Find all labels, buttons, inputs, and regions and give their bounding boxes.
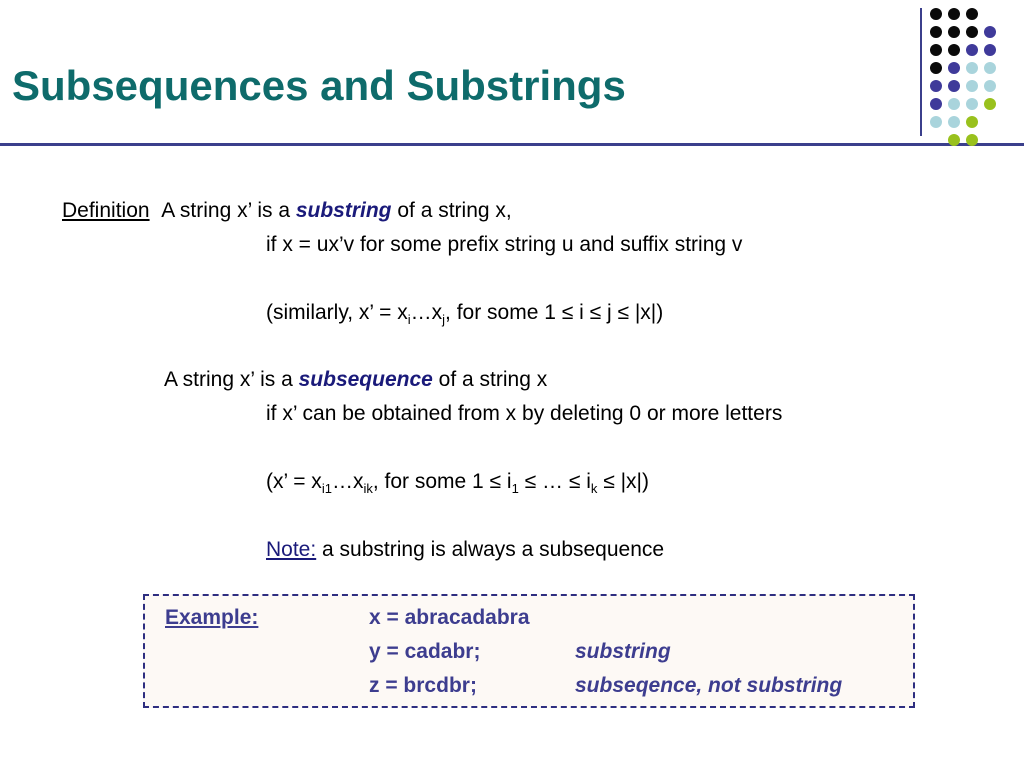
decoration-dot xyxy=(966,116,978,128)
substring-similarly xyxy=(266,300,663,326)
formula-text-e: ≤ |x|) xyxy=(597,470,649,493)
example-x-line: x = abracadabra xyxy=(369,606,530,629)
substring-condition: if x = ux’v for some prefix string u and suffix string v xyxy=(266,233,743,256)
decoration-dot xyxy=(930,26,942,38)
formula-text-a: (x’ = x xyxy=(266,470,322,493)
decoration-dot xyxy=(930,62,942,74)
formula-sub-1: 1 xyxy=(511,481,519,497)
decoration-dot xyxy=(966,80,978,92)
note-label: Note: xyxy=(266,538,317,561)
decoration-dot xyxy=(984,80,996,92)
subsequence-post: of a string x xyxy=(432,368,548,391)
example-y-line: y = cadabr; xyxy=(369,640,481,663)
formula-sub-i1: i1 xyxy=(321,481,332,497)
decoration-dot xyxy=(948,44,960,56)
note-text: a substring is always a subsequence xyxy=(316,538,665,561)
slide-title: Subsequences and Substrings xyxy=(12,62,626,109)
decoration-dot xyxy=(948,80,960,92)
definition-line xyxy=(62,198,512,224)
similarly-text-c: , for some 1 ≤ i ≤ j ≤ |x|) xyxy=(445,301,664,324)
decoration-dot xyxy=(948,134,960,146)
example-z-note: subseqence, not substring xyxy=(575,674,843,697)
decoration-dot xyxy=(948,8,960,20)
decoration-dot xyxy=(984,26,996,38)
similarly-text-b: …x xyxy=(410,301,443,324)
subsequence-condition: if x’ can be obtained from x by deleting 0 or more letters xyxy=(266,402,783,425)
decoration-dot xyxy=(948,26,960,38)
title-underline xyxy=(0,143,1024,146)
decoration-dot xyxy=(966,98,978,110)
decoration-dot xyxy=(984,62,996,74)
substring-pre: A string x’ is a xyxy=(161,199,296,222)
subsequence-line xyxy=(164,367,547,393)
decoration-dot xyxy=(948,116,960,128)
decoration-dot xyxy=(984,98,996,110)
similarly-sub-i: i xyxy=(407,312,411,328)
subsequence-term: subsequence xyxy=(298,368,433,391)
formula-text-d: ≤ … ≤ i xyxy=(518,470,591,493)
substring-post: of a string x, xyxy=(391,199,512,222)
similarly-text-a: (similarly, x’ = x xyxy=(266,301,408,324)
decoration-dot xyxy=(966,62,978,74)
decoration-dot xyxy=(930,8,942,20)
decoration-dot xyxy=(948,62,960,74)
decoration-vertical-line xyxy=(920,8,922,136)
decoration-dot xyxy=(930,80,942,92)
decoration-dot xyxy=(930,44,942,56)
decoration-dot xyxy=(930,98,942,110)
formula-sub-ik: ik xyxy=(363,481,373,497)
example-y-note: substring xyxy=(575,640,671,663)
subsequence-pre: A string x’ is a xyxy=(164,368,299,391)
decoration-dot xyxy=(966,26,978,38)
decoration-dot xyxy=(966,134,978,146)
decoration-dot xyxy=(966,8,978,20)
formula-sub-k: k xyxy=(590,481,598,497)
example-label: Example: xyxy=(165,606,259,629)
similarly-sub-j: j xyxy=(442,312,446,328)
decoration-dot xyxy=(966,44,978,56)
example-z-line: z = brcdbr; xyxy=(369,674,477,697)
decoration-dot xyxy=(984,44,996,56)
subsequence-formula xyxy=(266,469,649,495)
decoration-dot xyxy=(930,116,942,128)
decoration-dot xyxy=(948,98,960,110)
definition-label: Definition xyxy=(62,199,150,222)
substring-term: substring xyxy=(295,199,392,222)
formula-text-b: …x xyxy=(331,470,364,493)
note-line xyxy=(266,537,664,563)
formula-text-c: , for some 1 ≤ i xyxy=(372,470,512,493)
